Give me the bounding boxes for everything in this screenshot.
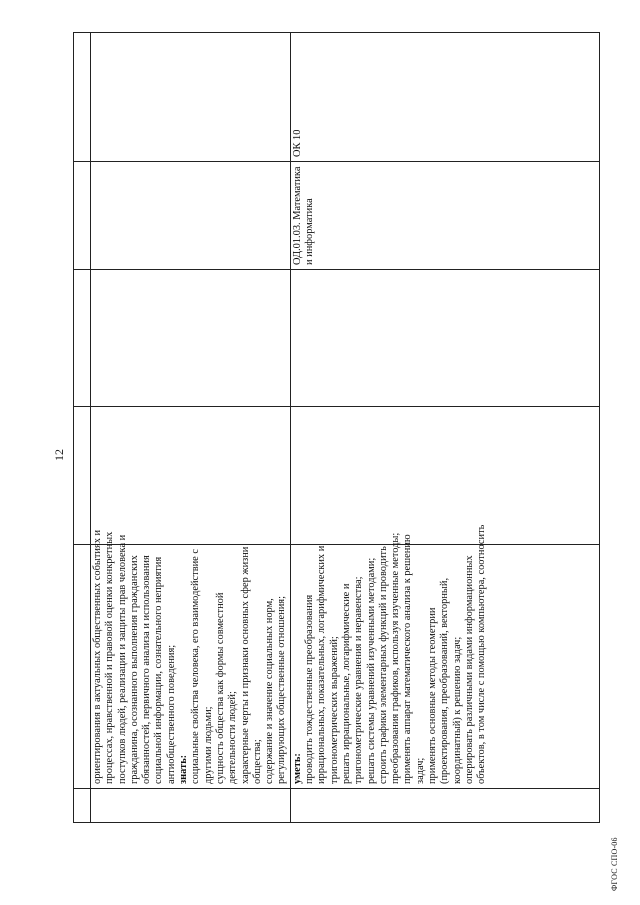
section-heading: знать: [178, 754, 190, 784]
text-line: поступков людей, реализации и защиты прав человека и [116, 534, 128, 784]
text-line: регулирующих общественные отношения; [276, 596, 288, 784]
text-line: характерные черты и признаки основных сфер жизни [239, 546, 251, 784]
text-line: проводить тождественные преобразования [304, 594, 316, 784]
text-line: (проектирования, преобразований, векторный, [439, 577, 451, 784]
blank-index-cell [290, 789, 599, 823]
page-number: 12 [52, 449, 66, 461]
text-line: тригонометрические уравнения и неравенства; [353, 576, 365, 784]
footer-code: ФГОС СПО-06 [610, 837, 619, 891]
text-line: координатный) к решению задач; [451, 636, 463, 784]
text-line: обязанностей, первичного анализа и использования [141, 555, 153, 784]
competence-cell: ОК 10 [290, 33, 599, 162]
text-line: общества; [251, 739, 263, 784]
table-cell [74, 162, 91, 270]
text-line: антиобщественного поведения; [165, 644, 177, 784]
empty-cell [290, 407, 599, 545]
text-line: объектов, в том числе с помощью компьютера, соотносить [476, 524, 488, 784]
discipline-cell: ОД.01.03. Математика и информатика [290, 162, 599, 270]
text-line: тригонометрических выражений; [328, 636, 340, 784]
text-line: иррациональных, показательных, логарифмических и [316, 545, 328, 784]
text-line: преобразования графиков, используя изученные методы; [390, 532, 402, 784]
table-row [290, 33, 599, 823]
text-line: сущность общества как формы совместной [214, 592, 226, 784]
empty-cell [91, 162, 291, 270]
table-row [91, 33, 291, 823]
text-line: социальной информации, сознательного неприятия [153, 556, 165, 784]
table-cell [74, 33, 91, 162]
empty-cell [290, 270, 599, 407]
text-line: гражданина, осознанного выполнения гражданских [128, 555, 140, 784]
text-line: процессах, нравственной и правовой оценки конкретных [104, 531, 116, 784]
text-line: социальные свойства человека, его взаимодействие с [190, 549, 202, 784]
text-line: строить графики элементарных функций и проводить [377, 546, 389, 784]
text-line: задач; [414, 757, 426, 784]
standards-table [73, 32, 600, 823]
table-cell [74, 789, 91, 823]
empty-cell [91, 270, 291, 407]
blank-index-cell [91, 789, 291, 823]
table-cell [74, 545, 91, 789]
text-line: оперировать различными видами информационных [463, 555, 475, 784]
text-line: применять аппарат математического анализа к решению [402, 534, 414, 784]
requirements-cell [290, 524, 599, 789]
text-line: содержание и значение социальных норм, [264, 598, 276, 784]
requirements-cell [91, 529, 291, 789]
text-line: решать иррациональные, логарифмические и [340, 583, 352, 784]
text-line: применять основные методы геометрии [427, 607, 439, 784]
text-line: деятельности людей; [227, 691, 239, 784]
section-heading: уметь: [291, 753, 303, 784]
empty-cell [91, 407, 291, 545]
text-line: другими людьми; [202, 706, 214, 784]
table-cell [74, 407, 91, 545]
text-line: решать системы уравнений изученными методами; [365, 557, 377, 784]
table-top-row [74, 33, 91, 823]
empty-cell [91, 33, 291, 162]
table-cell [74, 270, 91, 407]
text-line: ориентирования в актуальных общественных событиях и [92, 529, 103, 784]
